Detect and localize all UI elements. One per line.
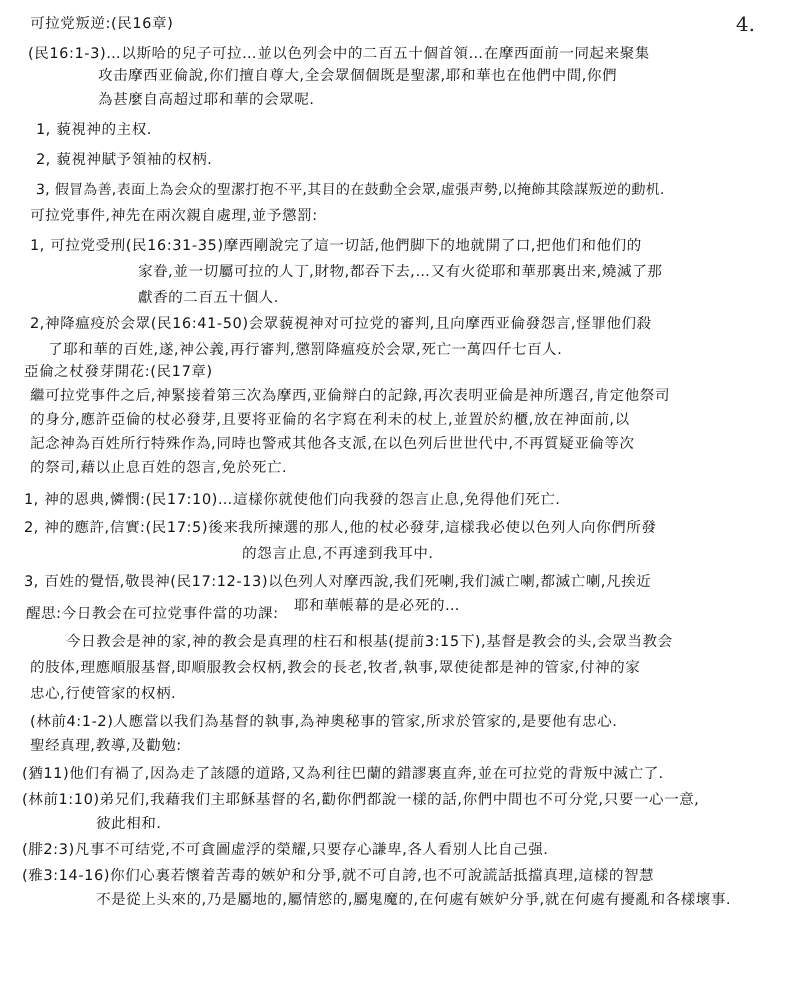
list-item: 3, 假冒為善,表面上為会众的聖潔打抱不平,其目的在鼓動全会眾,虛張声勢,以掩飾其陰謀叛逆的動机.	[35, 182, 666, 198]
scripture-line: (雅3:14-16)你们心裏若懷着苦毒的嫉妒和分爭,就不可自誇,也不可說謊話抵擋真理,這樣的智慧	[21, 868, 655, 884]
scripture-line: (腓2:3)凡事不可结党,不可貪圖虛浮的榮耀,只要存心謙卑,各人看别人比自己强.	[21, 842, 549, 858]
heading-aarons-rod: 亞倫之杖發芽開花:(民17章)	[23, 364, 213, 380]
list-item: 1, 藐視神的主权.	[35, 122, 153, 138]
text-line: 彼此相和.	[95, 816, 162, 832]
heading-scripture: 聖经真理,教導,及勸勉:	[29, 738, 183, 754]
text-line: 記念神為百姓所行特殊作為,同時也警戒其他各支派,在以色列后世世代中,不再質疑亚倫等次	[29, 436, 635, 452]
text-line: 不是從上头來的,乃是屬地的,屬情慾的,屬鬼魔的,在何處有嫉妒分爭,就在何處有擾亂和各樣壞事.	[95, 892, 732, 908]
list-item: 1, 可拉党受刑(民16:31-35)摩西剛說完了這一切話,他們脚下的地就開了口,把他们和他们的	[29, 238, 643, 254]
list-item: 2, 藐視神賦予領袖的权柄.	[35, 152, 213, 168]
text-line: 繼可拉党事件之后,神緊接着第三次為摩西,亚倫辩白的記錄,再次表明亚倫是神所選召,肯定他祭司	[29, 388, 671, 404]
scripture-line: (林前1:10)弟兄们,我藉我们主耶穌基督的名,勸你們都說一樣的話,你們中間也不可分党,只要一心一意,	[21, 792, 700, 808]
text-line: 了耶和華的百姓,遂,神公義,再行審判,懲罰降瘟疫於会眾,死亡一萬四仟七百人.	[47, 342, 563, 358]
text-line: 獻香的二百五十個人.	[137, 290, 280, 306]
text-line: 的祭司,藉以止息百姓的怨言,免於死亡.	[29, 460, 288, 476]
heading-korah-rebellion: 可拉党叛逆:(民16章)	[29, 16, 174, 32]
text-line: (林前4:1-2)人應當以我们為基督的執事,為神奧秘事的管家,所求於管家的,是要他有忠心.	[29, 714, 618, 730]
text-line: 可拉党事件,神先在兩次親自處理,並予懲罰:	[29, 208, 318, 224]
list-item: 2, 神的應許,信實:(民17:5)後来我所揀選的那人,他的杖必發芽,這樣我必使以色列人向你們所發	[23, 520, 657, 536]
heading-reflection: 醒思:今日教会在可拉党事件當的功課:	[25, 606, 279, 622]
text-line: 為甚麼自高超过耶和華的会眾呢.	[97, 92, 315, 108]
list-item: 2,神降瘟疫於会眾(民16:41-50)会眾藐視神对可拉党的審判,且向摩西亚倫發怨言,怪罪他们殺	[29, 316, 652, 332]
text-line: 家眷,並一切屬可拉的人丁,財物,都吞下去,…又有火從耶和華那裏出来,燒滅了那	[137, 264, 663, 280]
text-line: 攻击摩西亚倫說,你们擅自尊大,全会眾個個既是聖潔,耶和華也在他們中間,你們	[97, 68, 618, 84]
list-item: 3, 百姓的覺悟,敬畏神(民17:12-13)以色列人对摩西說,我们死喇,我们滅亡喇,都滅亡喇,凡挨近	[23, 574, 652, 590]
text-line: 的怨言止息,不再達到我耳中.	[241, 546, 434, 562]
text-line: 今日教会是神的家,神的教会是真理的柱石和根基(提前3:15下),基督是教会的头,会眾当教会	[65, 634, 673, 650]
text-line: 耶和華帳幕的是必死的…	[293, 598, 461, 614]
text-line: (民16:1-3)…以斯哈的兒子可拉…並以色列会中的二百五十個首領…在摩西面前一同起来聚集	[27, 46, 651, 62]
list-item: 1, 神的恩典,憐憫:(民17:10)…這樣你就使他们向我發的怨言止息,免得他们死亡.	[23, 492, 561, 508]
text-line: 忠心,行使管家的权柄.	[29, 686, 177, 702]
page-number: 4.	[735, 12, 755, 36]
text-line: 的身分,應許亞倫的杖必發芽,且要将亚倫的名字寫在利未的杖上,並置於約櫃,放在神面前,以	[29, 412, 631, 428]
text-line: 的肢体,理應順服基督,即順服教会权柄,教会的長老,牧者,執事,眾使徒都是神的管家,付神的家	[29, 660, 641, 676]
scripture-line: (猶11)他们有禍了,因為走了該隱的道路,又為利往巴蘭的錯謬裏直奔,並在可拉党的背叛中滅亡了.	[21, 766, 665, 782]
